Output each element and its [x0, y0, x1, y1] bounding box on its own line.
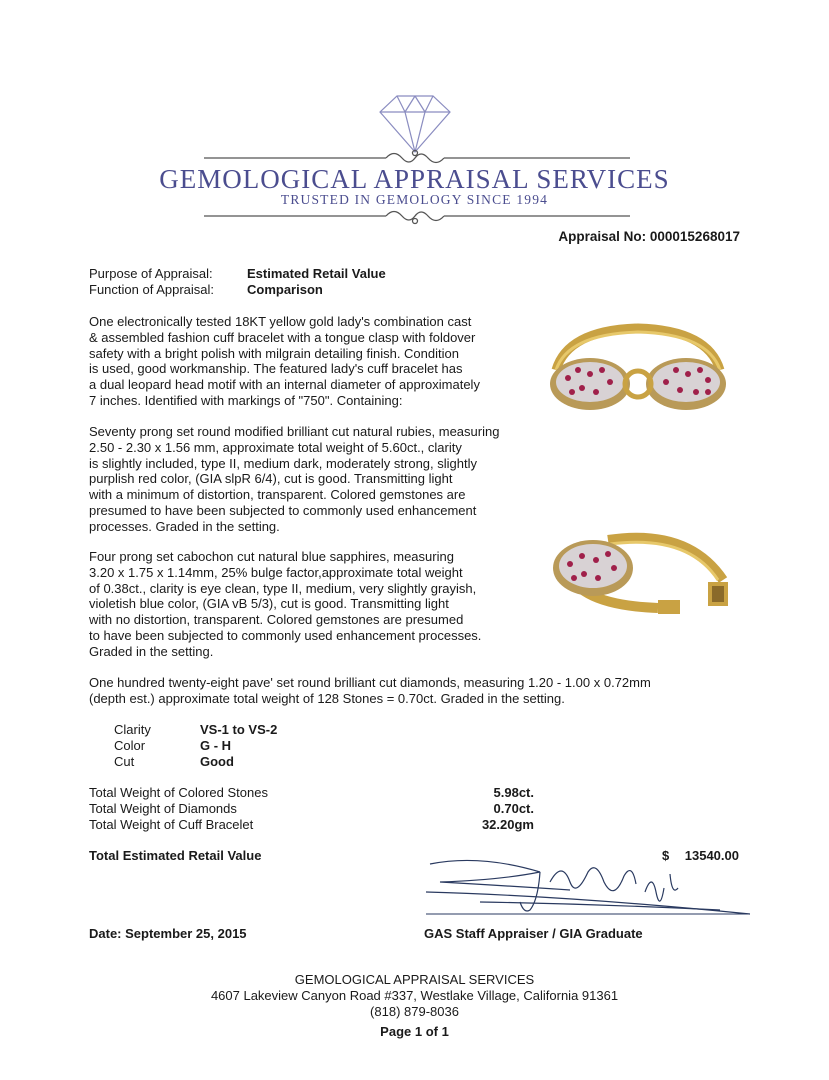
sapphires-paragraph: Four prong set cabochon cut natural blue sapphires, measuring 3.20 x 1.75 x 1.14mm, 25% bulge factor,approximate total weight of 0.38ct., clarity is eye clean, type II, medium, very slightly grayish, violetish blue color, (GIA vB 5/3), cut is good. Transmitting light with no distortion, transparent. Colored gemstones are presumed to have been subjected to commonly used enhancement processes. Graded in the setting.	[89, 549, 482, 659]
appraisal-date: Date: September 25, 2015	[89, 926, 247, 941]
bracelet-photo-top	[538, 312, 738, 422]
description-paragraph: One electronically tested 18KT yellow gold lady's combination cast & assembled fashion cuff bracelet with a tongue clasp with foldover safety with a bright polish with milgrain detailing finish. Condition is used, good workmanship. The featured lady's cuff bracelet has a dual leopard head motif with an internal diameter of approximately 7 inches. Identified with markings of "750". Containing:	[89, 314, 480, 408]
company-tagline: TRUSTED IN GEMOLOGY SINCE 1994	[280, 192, 549, 207]
total-diamonds-label: Total Weight of Diamonds	[89, 801, 237, 816]
total-diamonds-value: 0.70ct.	[493, 801, 534, 816]
diamonds-paragraph: One hundred twenty-eight pave' set round brilliant cut diamonds, measuring 1.20 - 1.00 x 0.72mm (depth est.) approximate total weight of 128 Stones = 0.70ct. Graded in the setting.	[89, 675, 651, 706]
purpose-value: Estimated Retail Value	[247, 266, 386, 281]
footer-phone: (818) 879-8036	[370, 1004, 459, 1019]
footer-company: GEMOLOGICAL APPRAISAL SERVICES	[294, 972, 535, 987]
diamond-icon	[380, 96, 450, 152]
retail-amount: 13540.00	[684, 848, 739, 863]
page-number: Page 1 of 1	[380, 1024, 449, 1039]
company-name: GEMOLOGICAL APPRAISAL SERVICES	[159, 164, 670, 194]
signer-title: GAS Staff Appraiser / GIA Graduate	[424, 926, 643, 941]
grade-value-cut: Good	[200, 754, 234, 769]
bottom-divider-ornament	[204, 212, 630, 224]
top-divider-ornament	[204, 151, 630, 163]
bracelet-photo-open	[538, 520, 738, 635]
signature	[420, 852, 765, 922]
rubies-paragraph: Seventy prong set round modified brilliant cut natural rubies, measuring 2.50 - 2.30 x 1.56 mm, approximate total weight of 5.60ct., clarity is slightly included, type II, medium dark, moderately strong, slightly purplish red color, (GIA slpR 6/4), cut is good. Transmitting light with a minimum of distortion, transparent. Colored gemstones are presumed to have been subjected to commonly used enhancement processes. Graded in the setting.	[89, 424, 500, 534]
grade-value-clarity: VS-1 to VS-2	[200, 722, 278, 737]
grade-label-color: Color	[114, 738, 146, 753]
function-value: Comparison	[247, 282, 323, 297]
retail-value-label: Total Estimated Retail Value	[89, 848, 262, 863]
grade-value-color: G - H	[200, 738, 232, 753]
function-label: Function of Appraisal:	[89, 282, 215, 297]
total-colored-stones-value: 5.98ct.	[493, 785, 534, 800]
total-bracelet-label: Total Weight of Cuff Bracelet	[89, 817, 254, 832]
grade-label-cut: Cut	[114, 754, 135, 769]
total-colored-stones-label: Total Weight of Colored Stones	[89, 785, 268, 800]
grade-label-clarity: Clarity	[114, 722, 151, 737]
footer-address: 4607 Lakeview Canyon Road #337, Westlake Village, California 91361	[210, 988, 619, 1003]
total-bracelet-value: 32.20gm	[481, 817, 534, 832]
appraisal-number: Appraisal No: 000015268017	[558, 229, 740, 244]
purpose-label: Purpose of Appraisal:	[89, 266, 213, 281]
retail-currency: $	[662, 848, 670, 863]
